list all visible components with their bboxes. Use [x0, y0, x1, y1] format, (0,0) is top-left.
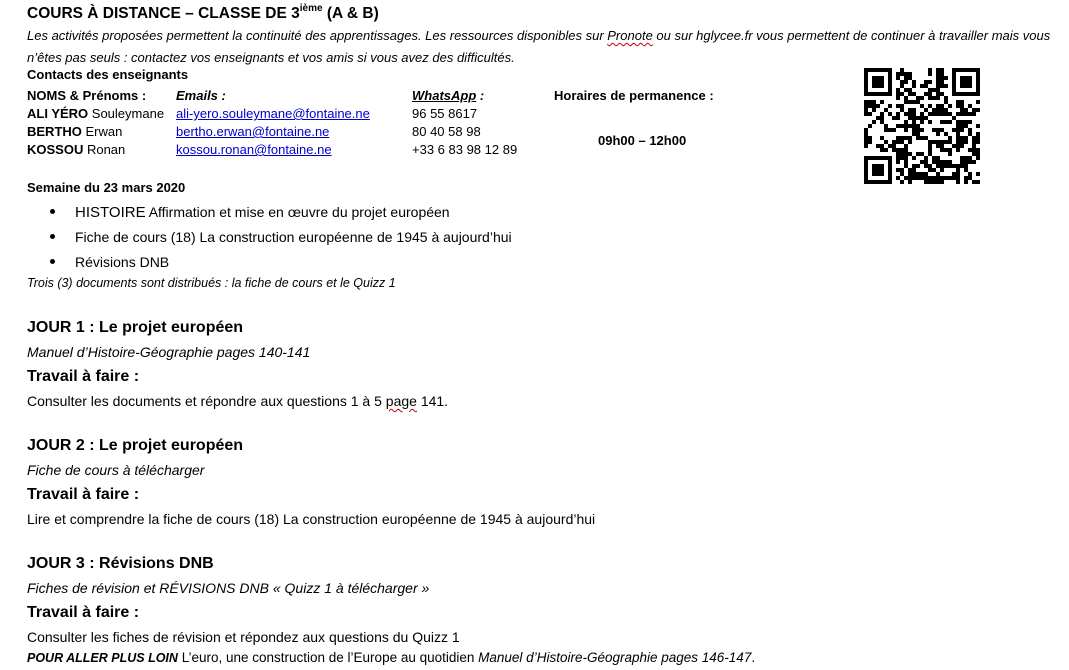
work-label: Travail à faire : [27, 604, 140, 621]
teacher-name: ALI YÉRO Souleymane [27, 106, 165, 121]
work-label: Travail à faire : [27, 368, 140, 385]
day-title: JOUR 1 : Le projet européen [27, 319, 244, 336]
day-title: JOUR 3 : Révisions DNB [27, 555, 214, 572]
col-names-header: NOMS & Prénoms : [27, 88, 147, 103]
office-hours: 09h00 – 12h00 [598, 133, 687, 148]
teacher-email-link[interactable]: kossou.ronan@fontaine.ne [176, 142, 332, 157]
work-label: Travail à faire : [27, 486, 140, 503]
week-list [28, 200, 512, 275]
teacher-phone: +33 6 83 98 12 89 [412, 142, 518, 157]
col-hours-header: Horaires de permanence : [554, 88, 714, 103]
further-line: POUR ALLER PLUS LOIN L’euro, une construction de l’Europe au quotidien Manuel d’Histoire-Géographie pages 146-147. [27, 650, 756, 665]
teacher-name: KOSSOU Ronan [27, 142, 126, 157]
teacher-email-link[interactable]: ali-yero.souleymane@fontaine.ne [176, 106, 370, 121]
day-subtitle: Manuel d’Histoire-Géographie pages 140-141 [27, 344, 311, 360]
week-heading: Semaine du 23 mars 2020 [27, 180, 186, 195]
teacher-email-link[interactable]: bertho.erwan@fontaine.ne [176, 124, 330, 139]
qr-code-icon [864, 68, 980, 184]
contacts-heading: Contacts des enseignants [27, 67, 189, 82]
list-item: Révisions DNB [28, 250, 512, 275]
day-subtitle: Fiche de cours à télécharger [27, 462, 205, 478]
page-title: COURS À DISTANCE – CLASSE DE 3ième (A & B) [27, 3, 379, 23]
teacher-phone: 80 40 58 98 [412, 124, 481, 139]
col-emails-header: Emails : [176, 88, 226, 103]
list-item: Fiche de cours (18) La construction européenne de 1945 à aujourd’hui [28, 225, 512, 250]
day-task: Consulter les fiches de révision et répondez aux questions du Quizz 1 [27, 629, 460, 645]
col-whatsapp-header: WhatsApp : [412, 88, 485, 103]
day-subtitle: Fiches de révision et RÉVISIONS DNB « Quizz 1 à télécharger » [27, 580, 430, 596]
day-title: JOUR 2 : Le projet européen [27, 437, 244, 454]
pronote-word: Pronote [607, 28, 653, 43]
week-note: Trois (3) documents sont distribués : la fiche de cours et le Quizz 1 [27, 276, 396, 290]
intro-paragraph: Les activités proposées permettent la continuité des apprentissages. Les ressources disponibles sur Pronote ou sur hglycee.fr vous permettent de continuer à travailler mais vous n’êtes pas seuls : contactez vos enseignants et vos amis si vous avez des difficultés. [27, 28, 1051, 65]
day-task: Consulter les documents et répondre aux questions 1 à 5 page 141. [27, 393, 449, 409]
teacher-name: BERTHO Erwan [27, 124, 123, 139]
teacher-phone: 96 55 8617 [412, 106, 478, 121]
day-task: Lire et comprendre la fiche de cours (18) La construction européenne de 1945 à aujourd’hui [27, 511, 596, 527]
list-item: HISTOIRE Affirmation et mise en œuvre du projet européen [28, 200, 512, 225]
